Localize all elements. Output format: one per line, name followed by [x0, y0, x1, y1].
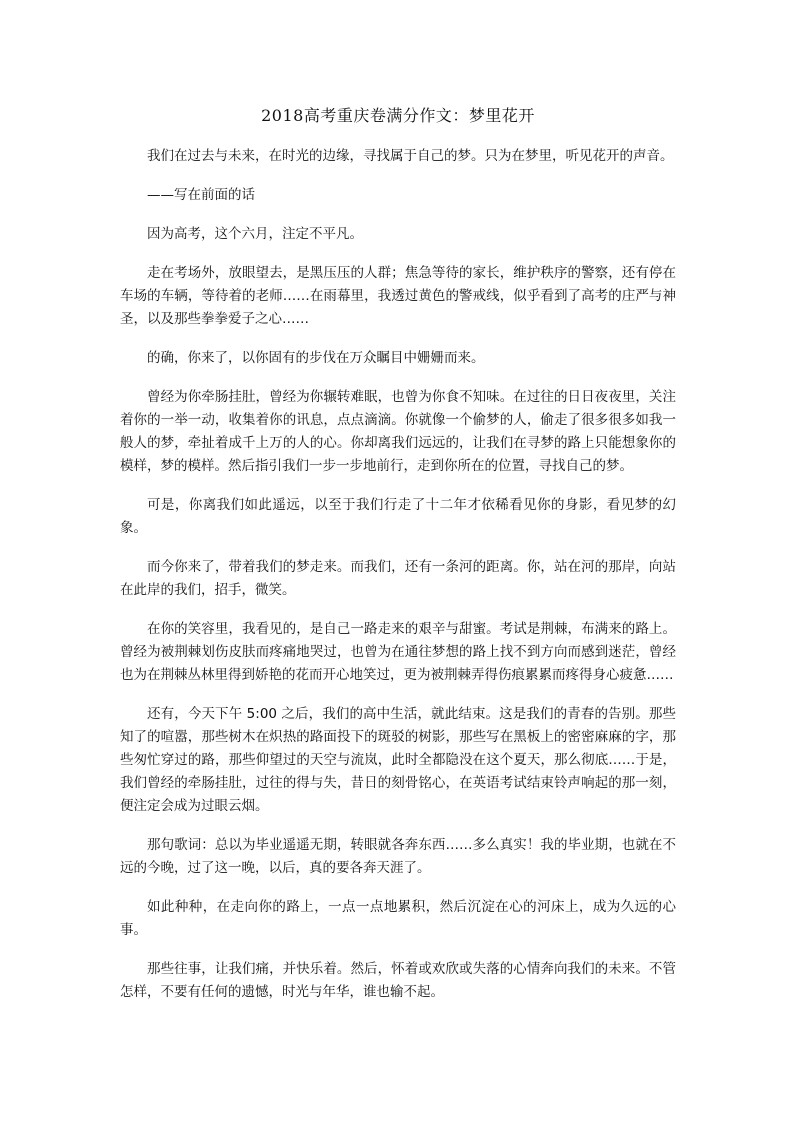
- paragraph-5: 的确，你来了，以你固有的步伐在万众瞩目中姗姗而来。: [147, 350, 485, 366]
- paragraph-2: ——写在前面的话: [147, 187, 255, 203]
- page-title: 2018高考重庆卷满分作文：梦里花开: [261, 106, 535, 125]
- paragraph-1: 我们在过去与未来，在时光的边缘，寻找属于自己的梦。只为在梦里，听见花开的声音。: [147, 148, 674, 164]
- paragraph-10: 还有，今天下午 5:00 之后，我们的高中生活，就此结束。这是我们的青春的告别。那些知了的喧嚣，那些树木在炽热的路面投下的斑驳的树影，那些写在黑板上的密密麻麻的字，那些匆忙穿过的路，那些仰望过的天空与流岚，此时全都隐没在这个夏天，那么彻底……于是，我们曾经的牵肠挂肚，过往的得与失，昔日的刻骨铭心，在英语考试结束铃声响起的那一刻，便注定会成为过眼云烟。: [120, 706, 676, 814]
- paragraph-6: 曾经为你牵肠挂肚，曾经为你辗转难眠，也曾为你食不知味。在过往的日日夜夜里，关注着你的一举一动，收集着你的讯息，点点滴滴。你就像一个偷梦的人，偷走了很多很多如我一般人的梦，牵扯着成千上万的人的心。你却离我们远远的，让我们在寻梦的路上只能想象你的模样，梦的模样。然后指引我们一步一步地前行，走到你所在的位置，寻找自己的梦。: [120, 389, 676, 474]
- document-page: [120, 100, 676, 1020]
- paragraph-7: 可是，你离我们如此遥远，以至于我们行走了十二年才依稀看见你的身影，看见梦的幻象。: [120, 497, 676, 536]
- paragraph-12: 如此种种，在走向你的路上，一点一点地累积，然后沉淀在心的河床上，成为久远的心事。: [120, 899, 676, 938]
- paragraph-11: 那句歌词：总以为毕业遥遥无期，转眼就各奔东西……多么真实！我的毕业期，也就在不远的今晚，过了这一晚，以后，真的要各奔天涯了。: [120, 837, 676, 876]
- paragraph-4: 走在考场外，放眼望去，是黑压压的人群；焦急等待的家长，维护秩序的警察，还有停在车场的车辆，等待着的老师……在雨幕里，我透过黄色的警戒线，似乎看到了高考的庄严与神圣，以及那些拳拳爱子之心……: [120, 265, 676, 327]
- paragraph-9: 在你的笑容里，我看见的，是自己一路走来的艰辛与甜蜜。考试是荆棘，布满来的路上。曾经为被荆棘划伤皮肤而疼痛地哭过，也曾为在通往梦想的路上找不到方向而感到迷茫，曾经也为在荆棘丛林里得到娇艳的花而开心地笑过，更为被荆棘弄得伤痕累累而疼得身心疲惫……: [120, 621, 676, 683]
- paragraph-3: 因为高考，这个六月，注定不平凡。: [147, 226, 363, 242]
- paragraph-13: 那些往事，让我们痛，并快乐着。然后，怀着或欢欣或失落的心情奔向我们的未来。不管怎样，不要有任何的遗憾，时光与年华，谁也输不起。: [120, 961, 676, 1000]
- paragraph-8: 而今你来了，带着我们的梦走来。而我们，还有一条河的距离。你，站在河的那岸，向站在此岸的我们，招手，微笑。: [120, 559, 676, 598]
